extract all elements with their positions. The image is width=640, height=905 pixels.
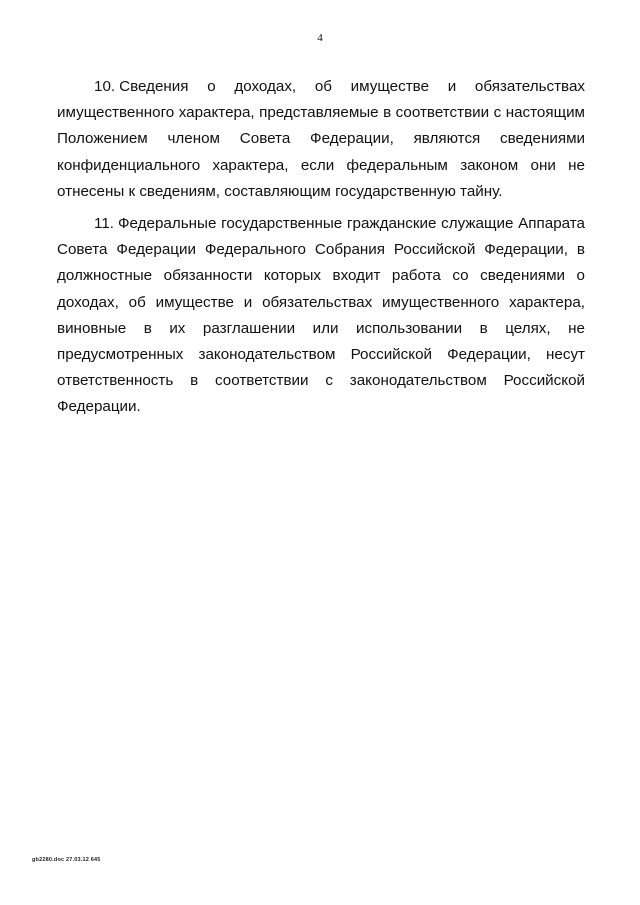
paragraph-10: [57, 74, 585, 205]
footer-file-reference: gb2280.doc 27.03.12 645: [32, 857, 101, 863]
document-body: [57, 74, 585, 427]
paragraph-number: 10.: [94, 78, 116, 95]
paragraph-text: Сведения о доходах, об имуществе и обязательствах имущественного характера, представляемые в соответствии с настоящим Положением членом Совета Федерации, являются сведениями конфиденциального характера, если федеральным законом они не отнесены к сведениям, составляющим государственную тайну.: [57, 78, 585, 200]
paragraph-text: Федеральные государственные гражданские служащие Аппарата Совета Федерации Федерального Собрания Российской Федерации, в должностные обязанности которых входит работа со сведениями о доходах, об имуществе и обязательствах имущественного характера, виновные в их разглашении или использовании в целях, не предусмотренных законодательством Российской Федерации, несут ответственность в соответствии с законодательством Российской Федерации.: [57, 215, 585, 416]
paragraph-number: 11.: [94, 215, 114, 233]
page-number: 4: [317, 32, 323, 44]
paragraph-11: [57, 211, 585, 421]
